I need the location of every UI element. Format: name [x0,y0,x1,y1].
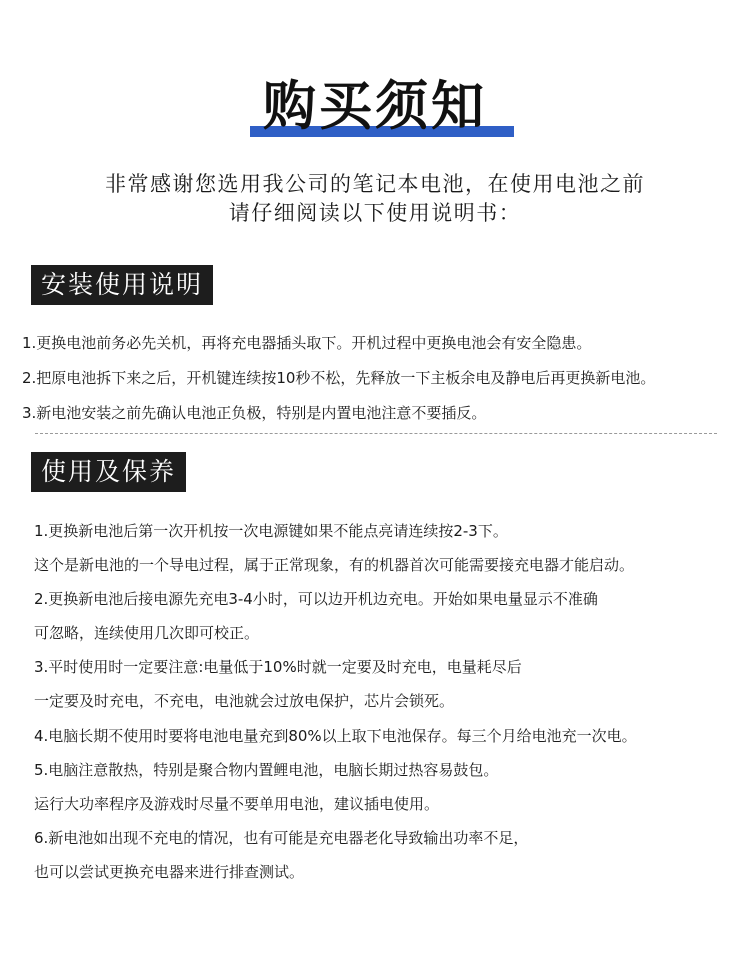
list-item: 6.新电池如出现不充电的情况，也有可能是充电器老化导致输出功率不足， [34,828,529,847]
list-item: 1.更换新电池后第一次开机按一次电源键如果不能点亮请连续按2-3下。 [34,522,508,540]
title-area [0,74,750,144]
list-item: 一定要及时充电，不充电，电池就会过放电保护，芯片会锁死。 [34,692,455,711]
intro-line-2: 请仔细阅读以下使用说明书： [228,201,522,225]
care-instructions-list [34,516,750,891]
section-heading-install: 安装使用说明 [31,265,213,305]
section-heading-care: 使用及保养 [31,452,186,492]
list-item: 可忽略，连续使用几次即可校正。 [34,624,260,643]
list-item: 3.新电池安装之前先确认电池正负极，特别是内置电池注意不要插反。 [22,404,487,422]
page-title: 购买须知 [263,76,487,137]
list-item: 4.电脑长期不使用时要将电池电量充到80%以上取下电池保存。每三个月给电池充一次电。 [34,726,637,745]
list-item: 1.更换电池前务必先关机，再将充电器插头取下。开机过程中更换电池会有安全隐患。 [22,334,592,352]
list-item: 这个是新电池的一个导电过程，属于正常现象，有的机器首次可能需要接充电器才能启动。 [34,556,635,575]
dashed-divider [35,433,717,434]
install-instructions-list [22,329,742,434]
list-item: 运行大功率程序及游戏时尽量不要单用电池，建议插电使用。 [34,794,440,813]
list-item: 2.更换新电池后接电源先充电3-4小时，可以边开机边充电。开始如果电量显示不准确 [34,590,598,609]
list-item: 3.平时使用时一定要注意:电量低于10%时就一定要及时充电，电量耗尽后 [34,658,522,677]
intro-line-1: 非常感谢您选用我公司的笔记本电池，在使用电池之前 [105,172,645,196]
list-item: 也可以尝试更换充电器来进行排查测试。 [34,862,305,881]
intro-text [0,170,750,228]
list-item: 5.电脑注意散热，特别是聚合物内置鲤电池，电脑长期过热容易鼓包。 [34,760,499,779]
list-item: 2.把原电池拆下来之后，开机键连续按10秒不松，先释放一下主板余电及静电后再更换新电池。 [22,369,656,387]
